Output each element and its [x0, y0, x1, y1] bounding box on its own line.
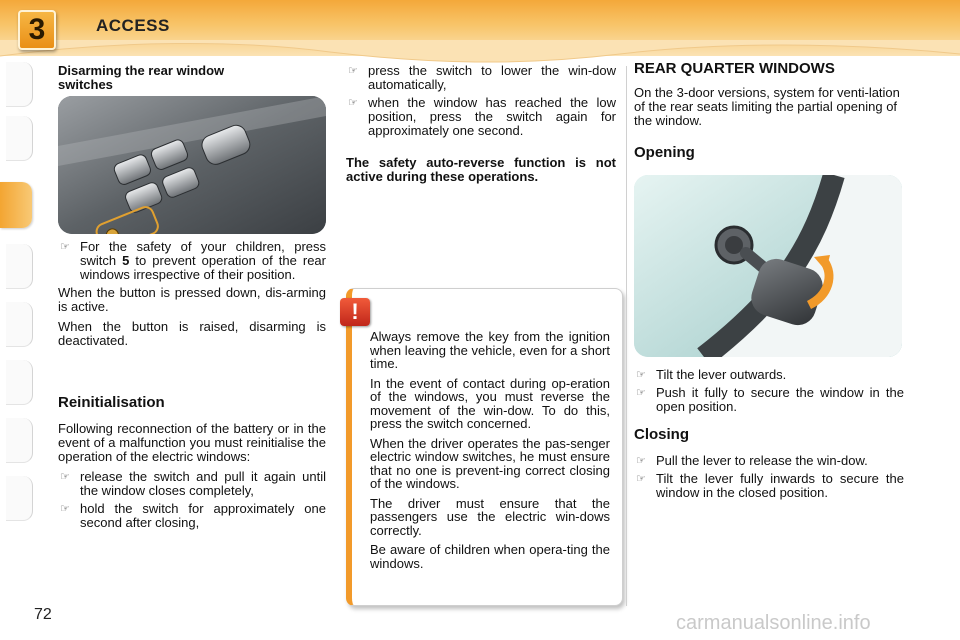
bullet-press: [346, 64, 616, 92]
chapter-side-tabs: [0, 62, 36, 572]
bullet-push: [634, 386, 904, 414]
heading-disarming: [58, 64, 268, 92]
chapter-title: ACCESS: [96, 16, 170, 35]
bullet-when: [346, 96, 616, 138]
bullet-tilt: [634, 368, 904, 382]
pointing-hand-icon: ☞: [60, 503, 70, 515]
column-divider: [626, 66, 627, 606]
rear-quarter-heading: REAR QUARTER WINDOWS: [634, 60, 835, 77]
window-switch-photo: [58, 96, 326, 234]
reinit-heading: Reinitialisation: [58, 394, 165, 411]
para-reinit: Following reconnection of the battery or in the event of a malfunction you must reinitialise the operation of the electric windows:: [58, 421, 326, 464]
safety-note: The safety auto-reverse function is not active during these operations.: [346, 155, 616, 184]
right-column-top: [634, 62, 904, 160]
page-number: 72: [34, 606, 52, 623]
opening-heading: Opening: [634, 144, 695, 161]
section-reinitialisation: [58, 396, 326, 534]
bullet-tilt-text: Tilt the lever outwards.: [656, 367, 787, 382]
side-tab-3-active[interactable]: [0, 182, 32, 228]
bullet-push-text: Push it fully to secure the window in the open position.: [656, 385, 904, 414]
bullet-tilt-in: [634, 472, 904, 500]
pointing-hand-icon: ☞: [636, 369, 646, 381]
bullet-1-text-post: to prevent operation of the rear windows irrespective of their position.: [80, 253, 326, 282]
bullet-release: [58, 470, 326, 498]
chapter-number-badge: 3: [18, 10, 56, 50]
side-tab-1[interactable]: [6, 62, 33, 107]
warning-para-5: Be aware of children when opera-ting the windows.: [370, 542, 610, 571]
para-pressed: When the button is pressed down, dis-arming is active.: [58, 285, 326, 314]
side-tab-5[interactable]: [6, 302, 33, 347]
side-tab-8[interactable]: [6, 476, 33, 521]
closing-heading: Closing: [634, 426, 689, 443]
bullet-pull-text: Pull the lever to release the win-dow.: [656, 453, 868, 468]
disarming-heading-text: Disarming the rear window switches: [58, 63, 225, 92]
pointing-hand-icon: ☞: [636, 387, 646, 399]
bullet-hold: [58, 502, 326, 530]
pointing-hand-icon: ☞: [60, 471, 70, 483]
warning-para-4: The driver must ensure that the passengers use the electric win-dows correctly.: [370, 495, 610, 538]
bullet-release-text: release the switch and pull it again until the window closes completely,: [80, 469, 326, 498]
pointing-hand-icon: ☞: [348, 97, 358, 109]
side-tab-6[interactable]: [6, 360, 33, 405]
warning-para-3: When the driver operates the pas-senger electric window switches, he must ensure that no one is prevent-ing correct closing of the windows.: [370, 435, 610, 491]
side-tab-2[interactable]: [6, 116, 33, 161]
bullet-tilt-in-text: Tilt the lever fully inwards to secure the window in the closed position.: [656, 471, 904, 500]
side-tab-4[interactable]: [6, 244, 33, 289]
window-switch-illustration: [58, 96, 326, 234]
bullet-1-text-pre: For the safety of your children, press switch: [80, 239, 326, 268]
bullet-safety-children: [58, 240, 326, 282]
para-rear-quarter-intro: On the 3-door versions, system for venti-lation of the rear seats limiting the partial opening of the window.: [634, 85, 900, 128]
left-column-body: [58, 240, 326, 354]
right-column-bottom: [634, 368, 904, 504]
bullet-hold-text: hold the switch for approximately one second after closing,: [80, 501, 326, 530]
pointing-hand-icon: ☞: [636, 473, 646, 485]
pointing-hand-icon: ☞: [636, 455, 646, 467]
watermark: carmanualsonline.info: [676, 612, 871, 634]
quarter-window-photo: [634, 175, 902, 357]
para-raised: When the button is raised, disarming is deactivated.: [58, 319, 326, 348]
side-tab-7[interactable]: [6, 418, 33, 463]
switch-number: 5: [122, 253, 130, 268]
bullet-pull: [634, 454, 904, 468]
bullet-when-text: when the window has reached the low position, press the switch again for approximately one second.: [368, 95, 616, 138]
pointing-hand-icon: ☞: [60, 241, 70, 253]
pointing-hand-icon: ☞: [348, 65, 358, 77]
warning-para-1: Always remove the key from the ignition when leaving the vehicle, even for a short time.: [370, 329, 610, 371]
bullet-press-text: press the switch to lower the win-dow automatically,: [368, 63, 616, 92]
exclamation-icon: !: [340, 298, 370, 326]
middle-column-body: [346, 64, 616, 190]
warning-para-2: In the event of contact during op-eration of the windows, you must reverse the movement of the win-dow. To do this, press the switch concerned.: [370, 375, 610, 431]
quarter-window-illustration: [634, 175, 902, 357]
warning-text: [370, 330, 610, 576]
